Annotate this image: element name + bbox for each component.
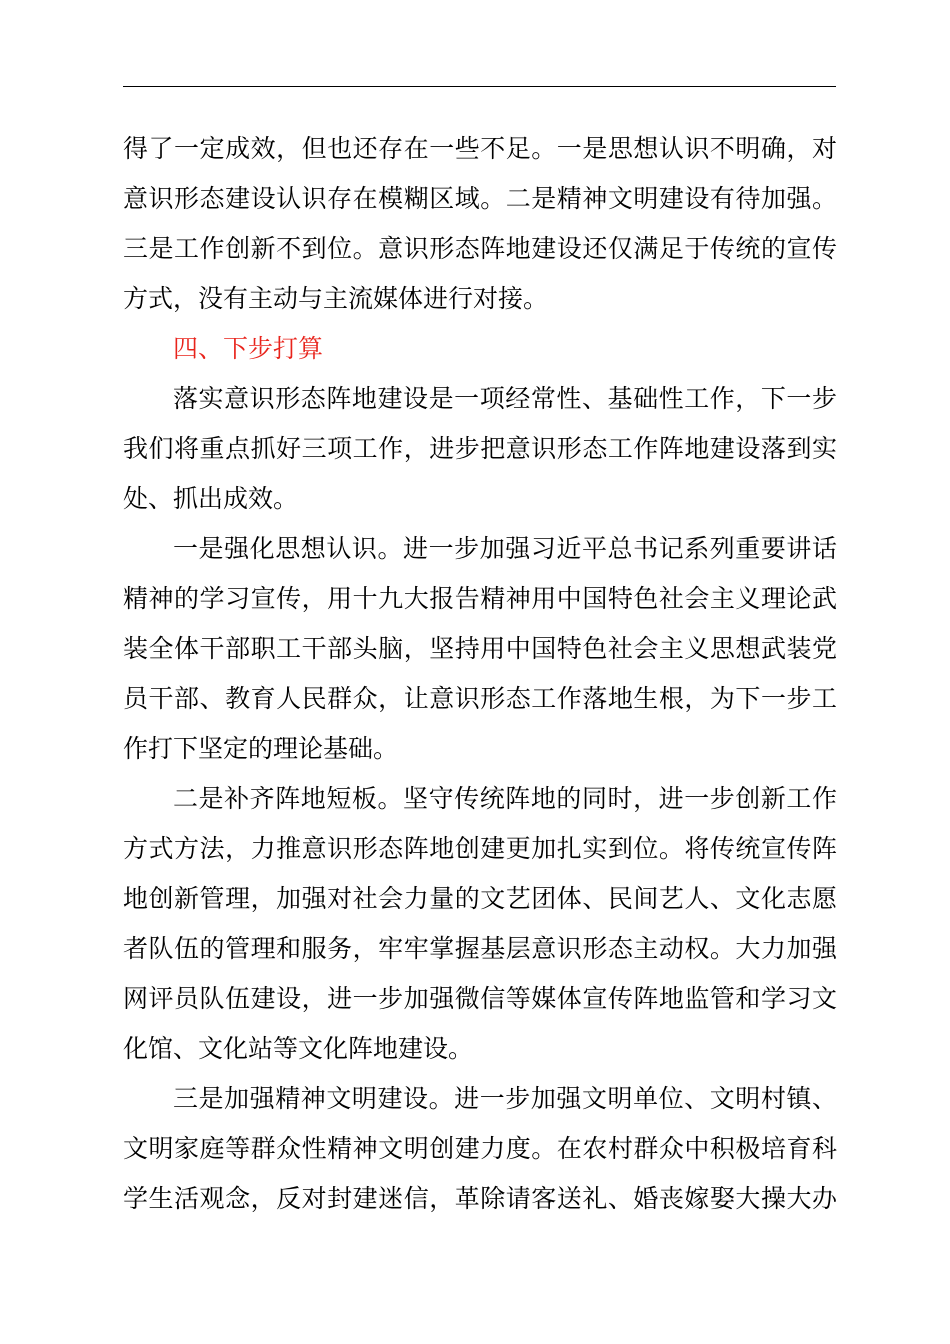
document-body — [123, 124, 837, 1224]
text-line: 我们将重点抓好三项工作，进步把意识形态工作阵地建设落到实 — [123, 434, 837, 463]
text-line: 精神的学习宣传，用十九大报告精神用中国特色社会主义理论武 — [123, 584, 837, 613]
text-line: 地创新管理，加强对社会力量的文艺团体、民间艺人、文化志愿 — [123, 884, 837, 913]
text-line: 方式，没有主动与主流媒体进行对接。 — [123, 284, 549, 313]
text-line: 员干部、教育人民群众，让意识形态工作落地生根，为下一步工 — [123, 684, 837, 713]
text-line: 者队伍的管理和服务，牢牢掌握基层意识形态主动权。大力加强 — [123, 934, 837, 963]
header-rule — [123, 86, 836, 87]
text-line: 化馆、文化站等文化阵地建设。 — [123, 1034, 474, 1063]
text-line: 作打下坚定的理论基础。 — [123, 734, 399, 763]
paragraph-challenges — [123, 124, 837, 324]
text-line: 三是工作创新不到位。意识形态阵地建设还仅满足于传统的宣传 — [123, 234, 837, 263]
text-line: 三是加强精神文明建设。进一步加强文明单位、文明村镇、 — [173, 1084, 837, 1113]
text-line: 意识形态建设认识存在模糊区域。二是精神文明建设有待加强。 — [123, 184, 837, 213]
text-line: 处、抓出成效。 — [123, 484, 299, 513]
text-line: 方式方法，力推意识形态阵地创建更加扎实到位。将传统宣传阵 — [123, 834, 837, 863]
text-line: 网评员队伍建设，进一步加强微信等媒体宣传阵地监管和学习文 — [123, 984, 837, 1013]
text-line: 落实意识形态阵地建设是一项经常性、基础性工作，下一步 — [173, 384, 837, 413]
section-heading-next-steps — [123, 324, 837, 374]
text-line: 得了一定成效，但也还存在一些不足。一是思想认识不明确，对 — [123, 134, 837, 163]
text-line: 文明家庭等群众性精神文明创建力度。在农村群众中积极培育科 — [123, 1134, 837, 1163]
paragraph-intro — [123, 374, 837, 524]
paragraph-item-two — [123, 774, 837, 1074]
section-heading: 四、下步打算 — [173, 334, 324, 363]
text-line: 学生活观念，反对封建迷信，革除请客送礼、婚丧嫁娶大操大办 — [123, 1184, 837, 1213]
paragraph-item-one — [123, 524, 837, 774]
text-line: 装全体干部职工干部头脑，坚持用中国特色社会主义思想武装党 — [123, 634, 837, 663]
text-line: 二是补齐阵地短板。坚守传统阵地的同时，进一步创新工作 — [173, 784, 837, 813]
text-line: 一是强化思想认识。进一步加强习近平总书记系列重要讲话 — [173, 534, 837, 563]
paragraph-item-three — [123, 1074, 837, 1224]
